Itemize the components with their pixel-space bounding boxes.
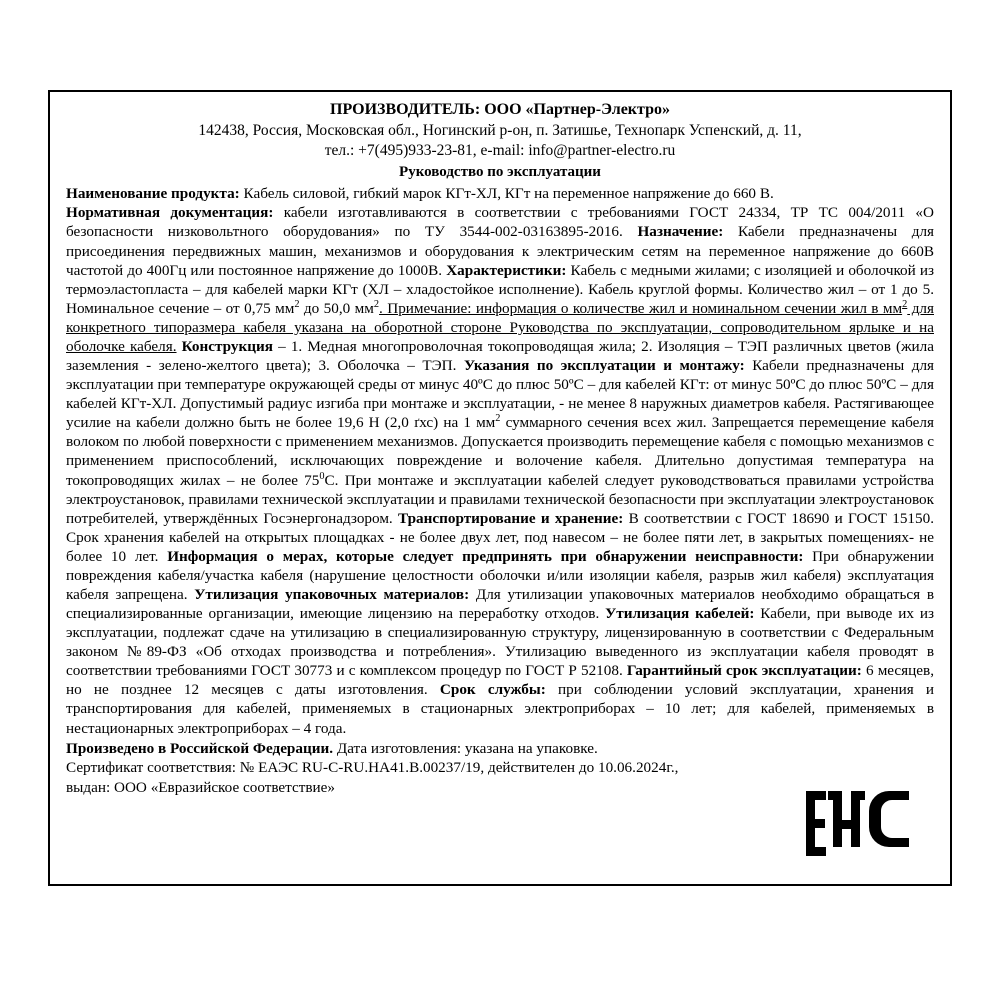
warranty-value: 6 месяцев, но не позднее 12 месяцев с даты изготовления. <box>66 662 934 699</box>
document-sheet <box>48 90 952 886</box>
packaging-label: Утилизация упаковочных материалов: <box>187 585 470 603</box>
transport-value: В соответствии с ГОСТ 18690 и ГОСТ 15150. Срок хранения кабелей на открытых площадках - не более двух лет, под навесом – не более пяти лет, в закрытых помещениях- не более 10 лет. <box>66 509 934 565</box>
product-name-label: Наименование продукта: <box>66 185 240 203</box>
eac-mark-icon <box>804 788 920 860</box>
operation-value-part2: суммарного сечения всех жил. Запрещается перемещение кабеля волоком по любой поверхности с применением механизмов. Допускается производить перемещение кабеля с помощью механизмов с применением приспособлений, исключающих повреждение и волочение кабеля. Длительно допустимая температура на токопроводящих жилах – не более 75 <box>66 414 934 489</box>
construction-value: – 1. Медная многопроволочная токопроводящая жила; 2. Изоляция – ТЭП различных цветов (жила заземления - зелено-желтого цвета); 3. Оболочка – ТЭП. <box>66 337 935 375</box>
operation-label: Указания по эксплуатации и монтажу: <box>463 357 745 375</box>
service-life-value: при соблюдении условий эксплуатации, хранения и транспортирования для кабелей, применяемых в стационарных электроприборах – 10 лет; для кабелей, применяемых в нестационарных электроприборах – 4 года. <box>66 681 934 737</box>
manual-body <box>66 184 934 737</box>
made-in-value: Дата изготовления: указана на упаковке. <box>333 739 598 757</box>
made-in-label: Произведено в Российской Федерации. <box>66 739 334 757</box>
packaging-value: Для утилизации упаковочных материалов необходимо обращаться в специализированные организации, имеющие лицензию на переработку отходов. <box>66 585 935 623</box>
address-line: 142438, Россия, Московская обл., Ногинский р-он, п. Затишье, Технопарк Успенский, д. 11, <box>198 121 802 139</box>
note-underlined-part2: для конкретного типоразмера кабеля указана на оборотной стороне Руководства по эксплуатации, сопроводительном ярлыке и на оболочке кабеля. <box>66 299 934 355</box>
norm-doc-label: Нормативная документация: <box>66 204 274 222</box>
manufacturer-line: ПРОИЗВОДИТЕЛЬ: ООО «Партнер-Электро» <box>330 101 670 118</box>
issued-by-line: выдан: ООО «Евразийское соответствие» <box>66 779 336 797</box>
sup-square-1: 2 <box>294 298 300 310</box>
sup-square-4: 2 <box>495 413 501 425</box>
sup-degree-zero: 0 <box>319 470 325 482</box>
failure-label: Информация о мерах, которые следует предпринять при обнаружении неисправности: <box>158 547 804 565</box>
contact-line: тел.: +7(495)933-23-81, e-mail: info@partner-electro.ru <box>324 141 676 159</box>
made-in-line <box>66 739 934 759</box>
purpose-label: Назначение: <box>637 223 724 241</box>
note-underlined-part1: . Примечание: информация о количестве жил и номинальном сечении жил в мм <box>379 299 903 317</box>
characteristics-value-part2: до 50,0 мм <box>299 299 374 317</box>
purpose-value: Кабели предназначены для присоединения передвижных машин, механизмов и оборудования к электрическим сетям на переменное напряжение до 660В частотой до 400Гц или постоянное напряжение до 1000В. <box>66 223 935 279</box>
cable-disposal-value: Кабели, при выводе их из эксплуатации, подлежат сдаче на утилизацию в специализированную структуру, лицензированную в соответствии с Федеральным законом №89-ФЗ «Об отходах производства и потребления». Утилизацию выведенного из эксплуатации кабеля проводят в соответствии требованиями ГОСТ 30773 и с комплексом процедур по ГОСТ Р 52108. <box>66 605 934 680</box>
operation-value-part1: Кабели предназначены для эксплуатации при температуре окружающей среды от минус 40ºС до плюс 50ºС – для кабелей КГт: от минус 50ºС до плюс 50ºС – для кабелей КГт-ХЛ. Допустимый радиус изгиба при монтаже и эксплуатации, - не менее 8 наружных диаметров кабеля. Растягивающее усилие на кабели должно быть не более 19,6 Н (2,0 ґхс) на 1 мм <box>66 357 935 432</box>
characteristics-value-part1: Кабель с медными жилами; с изоляцией и оболочкой из термоэластопласта – для кабелей марки КГт (ХЛ – хладостойкое исполнение). Кабель круглой формы. Количество жил – от 1 до 5. Номинальное сечение – от 0,75 мм <box>66 261 935 317</box>
failure-value: При обнаружении повреждения кабеля/участка кабеля (нарушение целостности оболочки и/или изоляции кабеля, разрыв жил кабеля) эксплуатация кабеля запрещена. <box>66 547 935 603</box>
construction-label: Конструкция <box>176 337 273 355</box>
operation-value-part3: С. При монтаже и эксплуатации кабелей следует руководствоваться правилами устройства электроустановок, правилами технической эксплуатации и правилами технической безопасности при эксплуатации электроустановок потребителей, утверждённых Госэнергонадзором. <box>66 471 934 527</box>
certificate-line: Сертификат соответствия: № ЕАЭС RU-C-RU.НА41.В.00237/19, действителен до 10.06.2024г., <box>66 759 679 777</box>
transport-label: Транспортирование и хранение: <box>398 509 624 527</box>
characteristics-label: Характеристики: <box>446 261 567 279</box>
product-name-value: Кабель силовой, гибкий марок КГт-ХЛ, КГт на переменное напряжение до 660 В. <box>239 185 774 203</box>
document-subtitle: Руководство по эксплуатации <box>399 164 601 181</box>
document-content <box>50 92 950 884</box>
norm-doc-value: кабели изготавливаются в соответствии с требованиями ГОСТ 24334, ТР ТС 004/2011 «О безопасности низковольтного оборудования» по ТУ 3544-002-03163895-2016. <box>66 204 934 241</box>
sup-square-2: 2 <box>373 298 380 310</box>
warranty-label: Гарантийный срок эксплуатации: <box>622 662 862 680</box>
sup-square-3: 2 <box>902 298 908 310</box>
cable-disposal-label: Утилизация кабелей: <box>599 605 755 623</box>
service-life-label: Срок службы: <box>427 681 546 699</box>
